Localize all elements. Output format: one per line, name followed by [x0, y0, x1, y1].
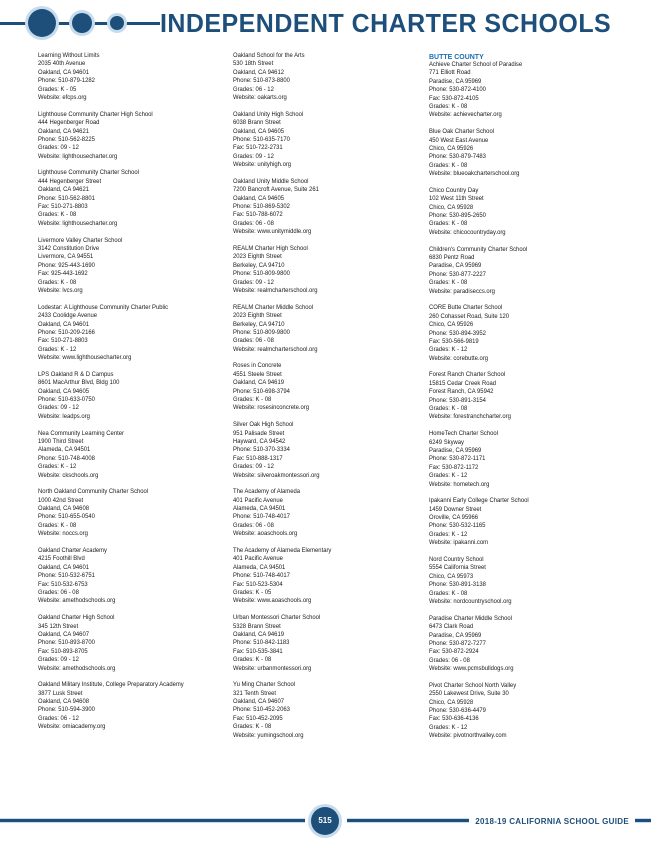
school-name: LPS Oakland R & D Campus [38, 370, 114, 378]
school-name: Livermore Valley Charter School [38, 236, 123, 244]
website: Website: noccs.org [38, 530, 88, 538]
grades: Grades: K - 12 [429, 723, 468, 731]
street-address: 3142 Constitution Drive [38, 244, 100, 252]
city-state-zip: Oakland, CA 94605 [233, 194, 285, 202]
grades: Grades: K - 05 [233, 589, 272, 596]
school-entry [233, 614, 417, 673]
phone-number: Phone: 530-891-3138 [429, 581, 486, 589]
fax-number: Fax: 530-636-4136 [429, 715, 479, 723]
website: Website: amethodschools.org [38, 664, 116, 672]
city-state-zip: Paradise, CA 95969 [429, 262, 482, 270]
grades: Grades: 06 - 08 [233, 337, 274, 345]
school-entry [429, 128, 613, 178]
fax-number: Fax: 510-893-8705 [38, 647, 88, 655]
grades: Grades: K - 08 [233, 723, 272, 731]
website: Website: realmcharterschool.org [233, 286, 318, 294]
phone-number: Phone: 510-879-1282 [38, 77, 95, 85]
school-entry [429, 304, 613, 363]
phone-number: Phone: 510-873-8800 [233, 77, 290, 85]
city-state-zip: Hayward, CA 94542 [233, 437, 286, 445]
school-entry [233, 547, 417, 606]
school-entry [233, 681, 417, 740]
website: Website: leadps.org [38, 412, 90, 420]
website: Website: ckschools.org [38, 471, 99, 479]
grades: Grades: K - 12 [38, 345, 77, 353]
school-name: Nea Community Learning Center [38, 429, 124, 437]
city-state-zip: Alameda, CA 94501 [38, 446, 91, 454]
decorative-dot-large [28, 9, 56, 37]
column-1 [38, 52, 238, 740]
school-entry [38, 371, 222, 421]
school-name: Oakland Military Institute, College Preparatory Academy [38, 681, 184, 689]
website: Website: corebutte.org [429, 354, 489, 362]
school-name: Oakland Unity Middle School [233, 177, 309, 185]
city-state-zip: Forest Ranch, CA 95942 [429, 388, 494, 396]
grades: Grades: K - 08 [233, 396, 272, 404]
fax-number: Fax: 510-722-2731 [233, 144, 283, 152]
school-entry [233, 304, 417, 354]
website: Website: realmcharterschool.org [233, 345, 318, 353]
website: Website: efcps.org [38, 93, 87, 101]
school-name: Oakland School for the Arts [233, 52, 305, 59]
grades: Grades: K - 08 [429, 220, 468, 228]
guide-title: 2018-19 CALIFORNIA SCHOOL GUIDE [469, 817, 635, 826]
school-entry [429, 246, 613, 296]
grades: Grades: K - 12 [429, 530, 468, 538]
grades: Grades: K - 08 [429, 161, 468, 169]
phone-number: Phone: 510-370-3334 [233, 446, 290, 454]
fax-number: Fax: 530-872-1172 [429, 463, 479, 471]
city-state-zip: Oakland, CA 94601 [38, 563, 90, 571]
street-address: 2433 Coolidge Avenue [38, 312, 98, 320]
website: Website: achievecharter.org [429, 111, 502, 119]
school-name: The Academy of Alameda Elementary [233, 547, 332, 555]
school-name: Lodestar: A Lighthouse Community Charter Public [38, 303, 169, 311]
grades: Grades: 06 - 12 [38, 714, 79, 722]
county-heading: BUTTE COUNTY [429, 52, 484, 61]
fax-number: Fax: 510-788-6072 [233, 211, 283, 219]
street-address: 260 Cohasset Road, Suite 120 [429, 312, 510, 320]
school-name: CORE Butte Charter School [429, 304, 503, 312]
school-entry [38, 169, 222, 228]
phone-number: Phone: 510-635-7170 [233, 135, 290, 143]
school-entry [233, 245, 417, 295]
school-name: Forest Ranch Charter School [429, 371, 506, 379]
phone-number: Phone: 510-869-5302 [233, 203, 290, 211]
fax-number: Fax: 510-452-2095 [233, 714, 283, 722]
street-address: 450 West East Avenue [429, 136, 489, 144]
column-2 [233, 52, 433, 748]
school-name: Silver Oak High School [233, 421, 294, 429]
decorative-dot-small [110, 16, 124, 30]
phone-number: Phone: 530-891-3154 [429, 396, 486, 404]
website: Website: oakarts.org [233, 93, 287, 101]
phone-number: Phone: 510-748-4017 [233, 572, 290, 580]
street-address: 3877 Lusk Street [38, 689, 83, 697]
city-state-zip: Chico, CA 95926 [429, 144, 474, 152]
website: Website: unityhigh.org [233, 161, 292, 169]
school-entry [429, 556, 613, 606]
website: Website: rosesinconcrete.org [233, 404, 310, 412]
grades: Grades: 09 - 12 [233, 463, 274, 471]
street-address: 7200 Bancroft Avenue, Suite 261 [233, 186, 319, 194]
school-name: Blue Oak Charter School [429, 128, 495, 136]
street-address: 1459 Downer Street [429, 505, 482, 513]
city-state-zip: Alameda, CA 94501 [233, 505, 286, 513]
street-address: 401 Pacific Avenue [233, 496, 283, 504]
phone-number: Phone: 510-748-4017 [233, 513, 290, 521]
school-name: Oakland Charter High School [38, 614, 115, 622]
school-name: Pivot Charter School North Valley [429, 681, 517, 689]
city-state-zip: Chico, CA 95926 [429, 321, 474, 329]
school-entry [38, 237, 222, 296]
website: Website: ipakanni.com [429, 539, 489, 547]
city-state-zip: Oroville, CA 95966 [429, 514, 479, 522]
school-name: Achieve Charter School of Paradise [429, 61, 523, 68]
city-state-zip: Oakland, CA 94608 [38, 505, 90, 513]
grades: Grades: 06 - 08 [38, 589, 79, 596]
school-entry [38, 430, 222, 480]
grades: Grades: 06 - 08 [429, 656, 470, 664]
fax-number: Fax: 530-872-2924 [429, 648, 479, 656]
street-address: 530 18th Street [233, 60, 274, 68]
website: Website: www.lighthousecharter.org [38, 354, 132, 362]
phone-number: Phone: 530-877-2227 [429, 270, 486, 278]
city-state-zip: Chico, CA 95973 [429, 572, 474, 580]
website: Website: blueoakcharterschool.org [429, 170, 520, 178]
phone-number: Phone: 925-443-1690 [38, 261, 95, 269]
street-address: 8601 MacArthur Blvd, Bldg 100 [38, 379, 120, 387]
school-entry [38, 488, 222, 538]
fax-number: Fax: 925-443-1692 [38, 270, 88, 278]
grades: Grades: K - 08 [38, 278, 77, 286]
school-entry [38, 111, 222, 161]
phone-number: Phone: 530-532-1165 [429, 522, 486, 530]
school-name: Lighthouse Community Charter High School [38, 110, 153, 118]
phone-number: Phone: 530-872-7277 [429, 639, 486, 647]
school-name: Paradise Charter Middle School [429, 614, 513, 622]
grades: Grades: K - 12 [38, 463, 77, 471]
city-state-zip: Paradise, CA 95969 [429, 77, 482, 85]
city-state-zip: Oakland, CA 94601 [38, 68, 90, 76]
school-name: REALM Charter Middle School [233, 303, 314, 311]
phone-number: Phone: 510-842-1183 [233, 639, 290, 647]
school-name: The Academy of Alameda [233, 488, 301, 496]
phone-number: Phone: 530-894-3952 [429, 329, 486, 337]
city-state-zip: Oakland, CA 94608 [38, 698, 90, 706]
grades: Grades: K - 12 [429, 346, 468, 354]
phone-number: Phone: 510-809-9800 [233, 270, 290, 278]
website: Website: www.unitymiddle.org [233, 228, 312, 236]
page-title: INDEPENDENT CHARTER SCHOOLS [160, 8, 612, 38]
website: Website: chicocountryday.org [429, 228, 506, 236]
website: Website: paradiseccs.org [429, 287, 495, 295]
street-address: 6830 Pentz Road [429, 253, 475, 261]
street-address: 5554 California Street [429, 564, 486, 572]
school-entry [38, 547, 222, 606]
city-state-zip: Chico, CA 95928 [429, 203, 474, 211]
website: Website: www.pcmsbulldogs.org [429, 665, 514, 673]
grades: Grades: K - 08 [429, 102, 468, 110]
grades: Grades: 06 - 08 [233, 521, 274, 529]
street-address: 401 Pacific Avenue [233, 555, 283, 563]
city-state-zip: Oakland, CA 94621 [38, 127, 90, 135]
website: Website: amethodschools.org [38, 597, 116, 605]
website: Website: www.aoaschools.org [233, 597, 312, 605]
grades: Grades: 06 - 08 [233, 219, 274, 227]
street-address: 4551 Steele Street [233, 370, 282, 378]
fax-number: Fax: 510-888-1317 [233, 454, 283, 462]
street-address: 102 West 11th Street [429, 195, 484, 203]
school-name: North Oakland Community Charter School [38, 488, 149, 496]
street-address: 345 12th Street [38, 622, 79, 630]
street-address: 321 Tenth Street [233, 689, 277, 697]
school-entry [38, 52, 222, 102]
city-state-zip: Berkeley, CA 94710 [233, 261, 285, 269]
website: Website: nordcountryschool.org [429, 598, 512, 605]
school-name: Oakland Unity High School [233, 110, 304, 118]
phone-number: Phone: 510-562-8225 [38, 135, 95, 143]
school-name: Ipakanni Early College Charter School [429, 497, 529, 505]
footer-rule-left [0, 819, 305, 822]
grades: Grades: K - 12 [429, 472, 468, 480]
website: Website: aoaschools.org [233, 530, 298, 538]
phone-number: Phone: 510-698-3794 [233, 387, 290, 395]
street-address: 5328 Brann Street [233, 622, 281, 630]
phone-number: Phone: 510-893-8700 [38, 639, 95, 647]
website: Website: forestranchcharter.org [429, 413, 511, 421]
phone-number: Phone: 510-809-9800 [233, 328, 290, 336]
school-entry [429, 430, 613, 489]
street-address: 444 Hegenberger Street [38, 177, 102, 185]
phone-number: Phone: 510-633-0750 [38, 396, 95, 404]
fax-number: Fax: 510-271-8803 [38, 337, 88, 345]
website: Website: hometech.org [429, 480, 490, 488]
street-address: 6473 Clark Road [429, 623, 474, 631]
street-address: 15815 Cedar Creek Road [429, 379, 497, 387]
page-number: 515 [311, 807, 339, 835]
grades: Grades: K - 08 [429, 405, 468, 413]
school-entry [429, 682, 613, 741]
decorative-dot-medium [72, 13, 92, 33]
city-state-zip: Oakland, CA 94605 [233, 127, 285, 135]
city-state-zip: Alameda, CA 94501 [233, 563, 286, 571]
street-address: 6249 Skyway [429, 438, 464, 446]
city-state-zip: Oakland, CA 94619 [233, 630, 285, 638]
city-state-zip: Oakland, CA 94601 [38, 320, 90, 328]
grades: Grades: 09 - 12 [233, 152, 274, 160]
website: Website: pivotnorthvalley.com [429, 732, 507, 740]
school-entry [233, 362, 417, 412]
school-entry [233, 178, 417, 237]
street-address: 771 Elliott Road [429, 69, 471, 77]
phone-number: Phone: 530-872-1171 [429, 455, 486, 463]
street-address: 6038 Brann Street [233, 119, 281, 127]
school-entry [233, 111, 417, 170]
city-state-zip: Oakland, CA 94607 [38, 630, 90, 638]
phone-number: Phone: 530-879-7483 [429, 153, 486, 161]
grades: Grades: 06 - 12 [233, 85, 274, 93]
school-entry [429, 371, 613, 421]
grades: Grades: K - 08 [38, 211, 77, 219]
grades: Grades: K - 08 [38, 521, 77, 529]
grades: Grades: 09 - 12 [38, 144, 79, 152]
city-state-zip: Oakland, CA 94605 [38, 387, 90, 395]
street-address: 444 Hegenberger Road [38, 119, 100, 127]
website: Website: lighthousecharter.org [38, 219, 118, 227]
street-address: 1900 Third Street [38, 437, 84, 445]
website: Website: lighthousecharter.org [38, 152, 118, 160]
city-state-zip: Oakland, CA 94619 [233, 379, 285, 387]
school-entry [233, 488, 417, 538]
page-header [0, 0, 651, 46]
city-state-zip: Oakland, CA 94612 [233, 68, 285, 76]
school-name: HomeTech Charter School [429, 430, 498, 438]
grades: Grades: 09 - 12 [233, 278, 274, 286]
school-entry [429, 497, 613, 547]
school-entry [233, 421, 417, 480]
grades: Grades: K - 08 [429, 589, 468, 597]
school-name: Lighthouse Community Charter School [38, 169, 139, 177]
school-name: Roses in Concrete [233, 362, 282, 370]
page-footer [0, 805, 651, 835]
school-name: REALM Charter High School [233, 244, 308, 252]
website: Website: omiacademy.org [38, 723, 106, 731]
street-address: 951 Palisade Street [233, 429, 285, 437]
city-state-zip: Paradise, CA 95969 [429, 446, 482, 454]
grades: Grades: K - 05 [38, 85, 77, 93]
phone-number: Phone: 510-594-3900 [38, 706, 95, 714]
street-address: 2550 Lakewest Drive, Suite 30 [429, 690, 509, 698]
street-address: 1000 42nd Street [38, 496, 84, 504]
street-address: 2023 Eighth Street [233, 312, 282, 320]
school-entry [38, 681, 222, 731]
fax-number: Fax: 510-523-5304 [233, 580, 283, 588]
street-address: 2023 Eighth Street [233, 253, 282, 261]
website: Website: yumingschool.org [233, 731, 304, 739]
fax-number: Fax: 510-532-6753 [38, 580, 88, 588]
grades: Grades: K - 08 [233, 656, 272, 664]
school-entry [429, 187, 613, 237]
phone-number: Phone: 510-748-4008 [38, 454, 95, 462]
school-name: Learning Without Limits [38, 52, 100, 59]
phone-number: Phone: 530-872-4100 [429, 86, 486, 94]
school-entry [38, 304, 222, 363]
fax-number: Fax: 510-535-3841 [233, 647, 283, 655]
school-name: Urban Montessori Charter School [233, 614, 321, 622]
city-state-zip: Livermore, CA 94551 [38, 253, 94, 261]
city-state-zip: Chico, CA 95928 [429, 698, 474, 706]
phone-number: Phone: 510-562-8801 [38, 194, 95, 202]
fax-number: Fax: 530-872-4105 [429, 94, 479, 102]
school-name: Children's Community Charter School [429, 245, 528, 253]
phone-number: Phone: 530-895-2650 [429, 212, 486, 220]
school-name: Nord Country School [429, 556, 484, 564]
phone-number: Phone: 530-636-4479 [429, 707, 486, 715]
grades: Grades: 09 - 12 [38, 656, 79, 664]
grades: Grades: K - 08 [429, 279, 468, 287]
phone-number: Phone: 510-655-0540 [38, 513, 95, 521]
grades: Grades: 09 - 12 [38, 404, 79, 412]
school-entry [233, 52, 417, 102]
street-address: 4215 Foothill Blvd [38, 555, 85, 563]
phone-number: Phone: 510-452-2063 [233, 706, 290, 714]
school-entry [429, 615, 613, 674]
school-name: Chico Country Day [429, 186, 479, 194]
school-entry [429, 61, 613, 120]
website: Website: lvcs.org [38, 286, 83, 294]
column-3 [429, 52, 629, 749]
school-entry [38, 614, 222, 673]
fax-number: Fax: 530-566-9819 [429, 337, 479, 345]
city-state-zip: Berkeley, CA 94710 [233, 320, 285, 328]
website: Website: urbanmontessori.org [233, 664, 312, 672]
city-state-zip: Oakland, CA 94607 [233, 698, 285, 706]
phone-number: Phone: 510-209-2166 [38, 328, 95, 336]
school-name: Oakland Charter Academy [38, 547, 107, 555]
phone-number: Phone: 510-532-6751 [38, 572, 95, 580]
city-state-zip: Paradise, CA 95969 [429, 631, 482, 639]
school-name: Yu Ming Charter School [233, 681, 296, 689]
street-address: 2035 40th Avenue [38, 60, 86, 68]
fax-number: Fax: 510-271-8803 [38, 203, 88, 211]
website: Website: silveroakmontessori.org [233, 471, 320, 479]
city-state-zip: Oakland, CA 94621 [38, 186, 90, 194]
